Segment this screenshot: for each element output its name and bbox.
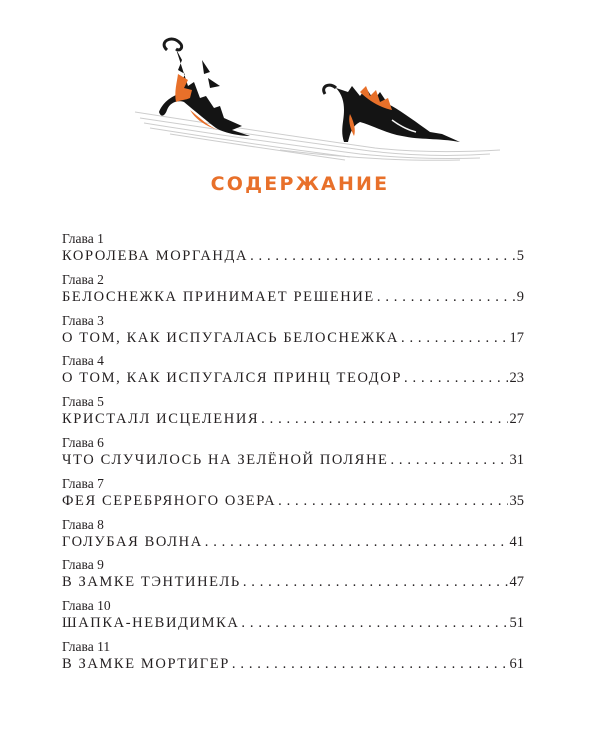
dot-leader — [250, 248, 515, 265]
toc-entry-chapter-10[interactable] — [62, 592, 524, 633]
toc-entry-chapter-5[interactable] — [62, 388, 524, 429]
chapter-word: Глава — [62, 394, 94, 410]
chapter-word: Глава — [62, 271, 94, 287]
toc-entry-chapter-4[interactable] — [62, 347, 524, 388]
chapter-number: 3 — [97, 312, 104, 328]
page-number: 47 — [509, 574, 524, 591]
chapter-label — [62, 313, 104, 328]
chapter-label — [62, 394, 104, 409]
chapter-title: ФЕЯ СЕРЕБРЯНОГО ОЗЕРА — [62, 492, 277, 509]
chapter-title: О ТОМ, КАК ИСПУГАЛСЯ ПРИНЦ ТЕОДОР — [62, 370, 403, 387]
chapter-word: Глава — [62, 312, 94, 328]
toc-entry-chapter-8[interactable] — [62, 511, 524, 552]
chapter-number: 8 — [97, 516, 104, 532]
chapter-number: 5 — [97, 394, 104, 410]
chapter-number: 7 — [97, 475, 104, 491]
dot-leader — [401, 330, 508, 347]
chapter-number: 4 — [97, 353, 104, 369]
dot-leader — [261, 411, 507, 428]
chapter-word: Глава — [62, 434, 94, 450]
toc-entry-chapter-6[interactable] — [62, 429, 524, 470]
chapter-number: 11 — [97, 638, 111, 654]
toc-entry-chapter-1[interactable] — [62, 225, 524, 266]
chapter-number: 1 — [97, 231, 104, 246]
page-number: 9 — [516, 288, 524, 305]
chapter-word: Глава — [62, 557, 94, 573]
chapter-label — [62, 272, 104, 287]
chapter-number: 6 — [97, 434, 104, 450]
dot-leader — [205, 534, 508, 551]
page-number: 23 — [509, 370, 524, 387]
chapter-label — [62, 435, 104, 450]
chapter-title: В ЗАМКЕ МОРТИГЕР — [62, 655, 230, 672]
chapter-label — [62, 231, 104, 246]
chapter-number: 10 — [97, 598, 111, 614]
page-number: 61 — [509, 655, 524, 672]
page-number: 41 — [509, 533, 524, 550]
dot-leader — [390, 452, 507, 469]
chapter-title: БЕЛОСНЕЖКА ПРИНИМАЕТ РЕШЕНИЕ — [62, 288, 375, 305]
dot-leader — [404, 370, 507, 387]
chapter-number: 2 — [97, 271, 104, 287]
chapter-label — [62, 353, 104, 368]
dot-leader — [232, 656, 508, 673]
chapter-word: Глава — [62, 353, 94, 369]
right-shoe — [324, 85, 460, 142]
page-number: 35 — [509, 492, 524, 509]
dot-leader — [377, 289, 515, 306]
dot-leader — [243, 574, 508, 591]
chapter-label — [62, 476, 104, 491]
chapter-word: Глава — [62, 598, 94, 614]
chapter-word: Глава — [62, 638, 94, 654]
chapter-label — [62, 639, 110, 654]
toc-entry-chapter-9[interactable] — [62, 551, 524, 592]
toc-entry-chapter-11[interactable] — [62, 633, 524, 674]
chapter-word: Глава — [62, 231, 94, 246]
chapter-word: Глава — [62, 475, 94, 491]
chapter-title: ГОЛУБАЯ ВОЛНА — [62, 533, 203, 550]
chapter-label — [62, 598, 111, 613]
dot-leader — [241, 615, 507, 632]
page-number: 51 — [509, 615, 524, 632]
contents-heading: СОДЕРЖАНИЕ — [210, 173, 390, 195]
chapter-number: 9 — [97, 557, 104, 573]
page-number: 31 — [509, 451, 524, 468]
page-number: 5 — [516, 248, 524, 264]
page-number: 27 — [509, 411, 524, 428]
chapter-title: О ТОМ, КАК ИСПУГАЛАСЬ БЕЛОСНЕЖКА — [62, 329, 399, 346]
chapter-title: В ЗАМКЕ ТЭНТИНЕЛЬ — [62, 574, 241, 591]
toc-entry-chapter-2[interactable] — [62, 266, 524, 307]
left-shoe — [159, 39, 250, 136]
witch-shoes-illustration — [130, 30, 510, 170]
chapter-title: ЧТО СЛУЧИЛОСЬ НА ЗЕЛЁНОЙ ПОЛЯНЕ — [62, 451, 389, 468]
chapter-title: ШАПКА-НЕВИДИМКА — [62, 615, 240, 632]
toc-entry-chapter-3[interactable] — [62, 307, 524, 348]
chapter-title: КРИСТАЛЛ ИСЦЕЛЕНИЯ — [62, 411, 260, 428]
chapter-label — [62, 557, 104, 572]
toc-entry-chapter-7[interactable] — [62, 470, 524, 511]
page-number: 17 — [509, 329, 524, 346]
chapter-title: КОРОЛЕВА МОРГАНДА — [62, 248, 249, 264]
chapter-word: Глава — [62, 516, 94, 532]
chapter-label — [62, 517, 104, 532]
dot-leader — [278, 493, 507, 510]
table-of-contents — [62, 225, 524, 674]
